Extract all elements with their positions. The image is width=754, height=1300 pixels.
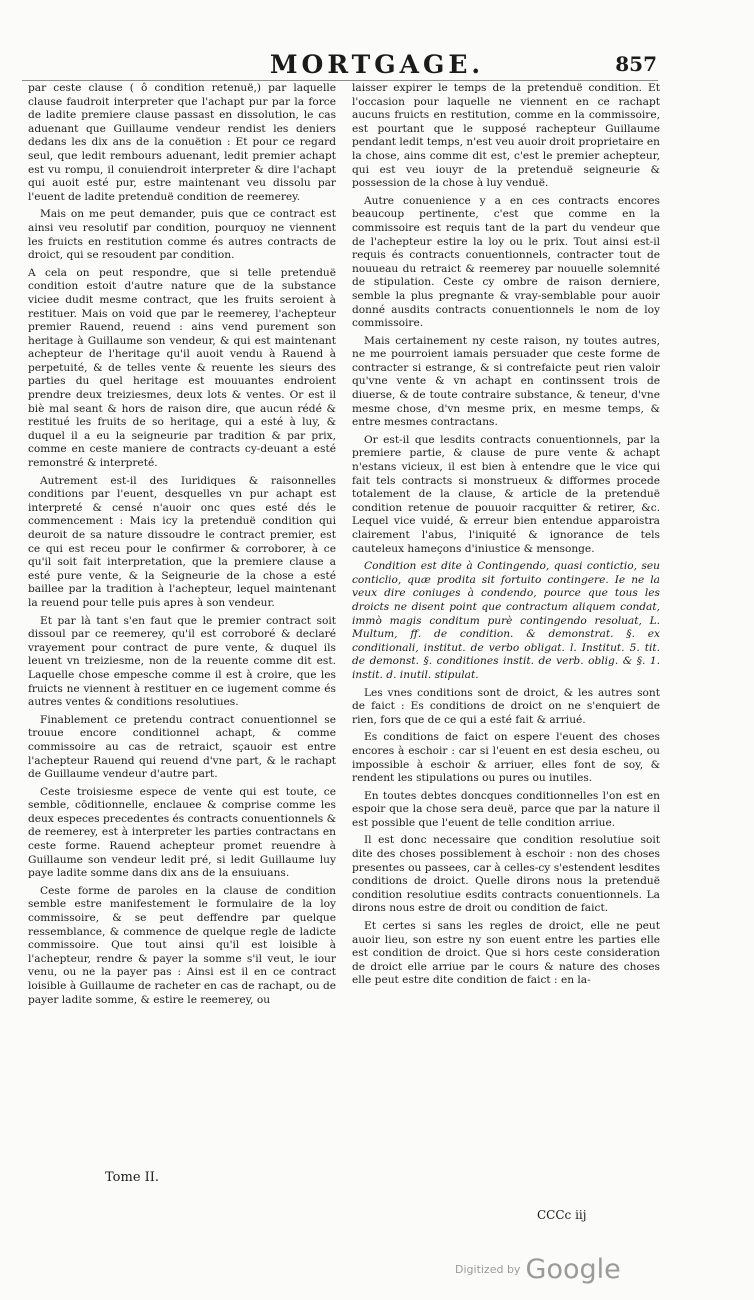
signature-mark: CCCc iij (537, 1208, 587, 1222)
right-paragraph-1: laisser expirer le temps de la pretenduë condition. Et l'occasion pour laquelle ne viennent en ce rachapt aucuns fruicts en restitution, comme en la commissoire, est pourtant que le supposé racheptеur Guillaume pendant ledit temps, n'est veu auoir droit proprietaire en la chose, ains comme dit est, c'est le premier acheptеur, qui est veu iouyr de la pretenduë seigneurie & possession de la chose à luy venduë. (352, 82, 660, 190)
right-paragraph-10: Et certes si sans les regles de droict, elle ne peut auoir lieu, son estre ny son euent entre les parties elle est condition de droict. Que si hors ceste consideration de droict elle arriue par le cours & nature des choses elle peut estre dite condition de faict : en la- (352, 920, 660, 987)
left-paragraph-6: Finablement ce pretendu contract conuentionnel se trouue encore conditionnel achapt, & comme commissoire au cas de retraict, sçauoir est entre l'acheptеur Rauend qui reuend d'vne part, & le rachapt de Guillaume vendeur d'autre part. (28, 713, 336, 781)
right-paragraph-3: Mais certainement ny ceste raison, ny toutes autres, ne me pourroient iamais persuader que ceste forme de contracter si estrange, & si contrefaicte peut rien valoir qu'vne vente & vn achapt en continssent trois de diuerse, & de toute contraire substance, & teneur, d'vne mesme chose, d'vn mesme prix, en mesme temps, & entre mesmes contractans. (352, 334, 660, 429)
page-header (0, 50, 754, 78)
left-paragraph-1: par ceste clause ( ô condition retenuë,) par laquelle clause faudroit interpreter que l'achapt pur par la force de ladite premiere clause passast en dissolution, le cas aduenant que Guillaume vendeur rendist les deniers dedans les dix ans de la conuëtion : Et pour ce regard seul, que ledit rembours aduenant, ledit premier achapt est vu rompu, il conuiendroit interpreter & dire l'achapt qui auoit esté pur, estre maintenant veu dissolu par l'euent de ladite pretenduë condition de reemerey. (28, 82, 336, 203)
left-paragraph-5: Et par là tant s'en faut que le premier contract soit dissoul par ce reemerey, qu'il est corroboré & declaré vrayement pour contract de pure vente, & duquel ils leuent vn treiziesme, non de la reuente comme dit est. Laquelle chose empesche comme il est à croire, que les fruicts ne viennent à restituer en ce iugement comme és autres ventes & conditions resolutiues. (28, 614, 336, 709)
right-paragraph-9: Il est donc necessaire que condition resolutiue soit dite des choses possiblement à eschoir : non des choses presentes ou passees, car à celles-cy s'estendent lesdites conditions de droict. Quelle dirons nous la pretenduë condition resolutiue esdits contracts conuentionnels. La dirons nous estre de droit ou condition de faict. (352, 834, 660, 915)
left-paragraph-3: A cela on peut respondre, que si telle pretenduë condition estoit d'autre nature que de la substance viciee dudit mesme contract, que les fruits seroient à restituer. Mais on void que par le reemerey, l'acheptеur premier Rauend, reuend : ains vend purement son heritage à Guillaume son vendeur, & qui est maintenant acheptеur de l'heritage qu'il auoit vendu à Rauend à perpetuité, & de telles vente & reuente les sieurs des parties du quel heritage est mouuantes endroient prendre deux treiziesmes, deux lots & ventes. Or est il biè mal seant & hors de raison dire, que aucun rédé & restitué les fruits de so heritage, qui a esté à luy, & duquel il a eu la seigneurie par tradition & par prix, comme en ceste maniere de contracts cy-deuant a esté remonstré & interpreté. (28, 266, 336, 470)
left-paragraph-4: Autrement est-il des Iuridiques & raisonnelles conditions par l'euent, desquelles vn pur achapt est interpreté & censé n'auoir onc ques esté dés le commencement : Mais icy la pretenduë condition qui deuroit de sa nature dissoudre le contract premier, est ce qui est receu pour le confirmer & corroborer, à ce qu'il soit fait interpretation, que la premiere clause a esté pure vente, & la Seigneurie de la chose a esté baillee par la tradition à l'acheptеur, lequel maintenant la reuend pour telle puis apres à son vendeur. (28, 474, 336, 609)
left-paragraph-2: Mais on me peut demander, puis que ce contract est ainsi veu resolutif par condition, pourquoy ne viennent les fruicts en restitution comme és autres contracts de droict, qui se resoudent par condition. (28, 208, 336, 262)
left-column (28, 82, 336, 1160)
right-paragraph-5-latin: Condition est dite à Contingendo, quasi contictio, seu conticlio, quæ prodita sit fortuito contingere. Ie ne la veux dire coniuges à condendo, pource que tous les droicts ne disent point que contractum aliquem condat, immò magis conditum purè contingendo resoluat, L. Multum, ff. de condition. & demonstrat. §. ex conditionali, institut. de verbo obligat. l. Institut. 5. tit. de demonst. §. conditiones instit. de verb. oblig. & §. 1. instit. d. inutil. stipulat. (352, 560, 660, 681)
running-head: MORTGAGE. (269, 50, 485, 79)
right-paragraph-7: Es conditions de faict on espere l'euent des choses encores à eschoir : car si l'euent en est desia escheu, ou impossible à eschoir & arriuer, elles font de soy, & rendent les stipulations ou pures ou inutiles. (352, 731, 660, 785)
page-number: 857 (615, 52, 657, 76)
digitized-watermark (455, 1254, 621, 1285)
right-paragraph-2: Autre conuenience y a en ces contracts encores beaucoup pertinente, c'est que comme en la commissoire est requis tant de la part du vendeur que de l'acheptеur estire la loy ou le prix. Tout ainsi est-il requis és contracts conuentionnels, contracter tout de nouueau du retraict & reemerey par nouuelle solemnité de stipulation. Ceste cy ombre de raison derniere, semble la plus pregnante & vray-semblable pour auoir donné ausdits contracts conuentionnels le nom de loy commissoire. (352, 194, 660, 330)
header-rule (22, 80, 658, 81)
left-paragraph-7: Ceste troisiesme espece de vente qui est toute, ce semble, cōditionnelle, enclauee & comprise comme les deux especes precedentes és contracts conuentionnels & de reemerey, est à interpreter les parties contractans en ceste forme. Rauend acheptеur promet reuendre à Guillaume son vendeur ledit pré, si ledit Guillaume luy paye ladite somme dans dix ans de la ensuiuans. (28, 785, 336, 880)
right-paragraph-8: En toutes debtes doncques conditionnelles l'on est en espoir que la chose sera deuë, parce que par la nature il est possible que l'euent de telle condition arriue. (352, 789, 660, 829)
right-paragraph-4: Or est-il que lesdits contracts conuentionnels, par la premiere partie, & clause de pure vente & achapt n'estans vicieux, il est bien à entendre que le vice qui fait tels contracts si monstrueux & difformes procede totalement de la clause, & article de la pretenduë condition retenue de pouuoir racquitter & retirer, &c. Lequel vice vuidé, & erreur bien entendue apparoistra clairement l'abus, l'iniquité & ignorance de tels cauteleux hameçons d'iniustice & mensonge. (352, 433, 660, 555)
left-paragraph-8: Ceste forme de paroles en la clause de condition semble estre manifestement le formulaire de la loy commissoire, & se peut deffendre par quelque ressemblance, & commence de quelque regle de ladicte commissoire. Que tout ainsi qu'il est loisible à l'acheptеur, rendre & payer la somme s'il veut, le iour venu, ou ne la payer pas : Ainsi est il en ce contract loisible à Guillaume de racheter en cas de rachapt, ou de payer ladite somme, & estire le reemerey, ou (28, 884, 336, 1006)
digitized-by-label: Digitized by (455, 1263, 521, 1276)
volume-label: Tome II. (105, 1170, 160, 1185)
right-column (352, 82, 660, 1204)
right-paragraph-6: Les vnes conditions sont de droict, & les autres sont de faict : Es conditions de droict on ne s'enquiert de rien, fors que de ce qui a esté fait & arriué. (352, 686, 660, 726)
google-logo: Google (525, 1254, 621, 1285)
